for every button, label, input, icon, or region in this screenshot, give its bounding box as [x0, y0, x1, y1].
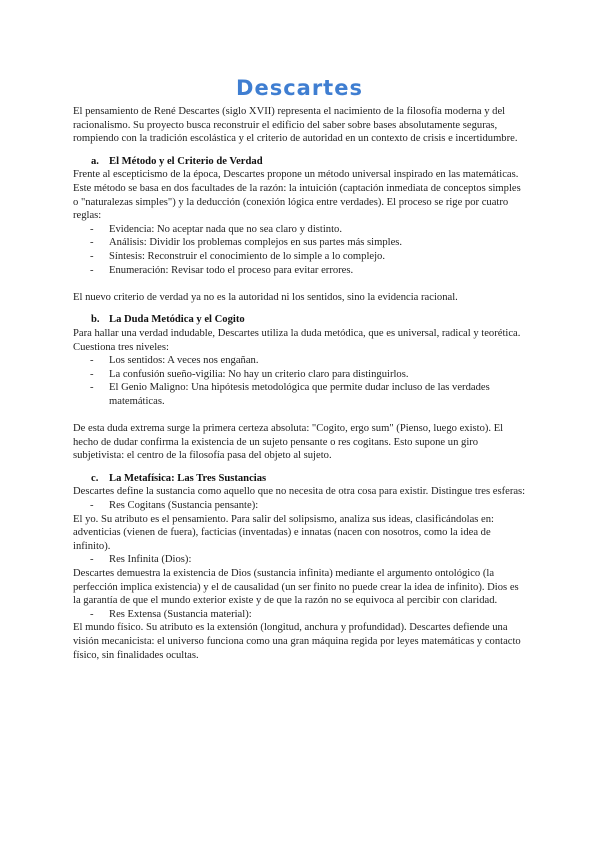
list-item: - Evidencia: No aceptar nada que no sea claro y distinto.	[90, 223, 526, 237]
section-a-closing: El nuevo criterio de verdad ya no es la autoridad ni los sentidos, sino la evidencia racional.	[73, 291, 458, 303]
section-b-closing: De esta duda extrema surge la primera certeza absoluta: "Cogito, ergo sum" (Pienso, luego existo). El hecho de dudar confirma la existencia de un sujeto pensante o res cogitans. Esto supone un giro subjetivista: el centro de la filosofía pasa del objeto al sujeto.	[73, 423, 504, 462]
list-item: - La confusión sueño-vigilia: No hay un criterio claro para distinguirlos.	[90, 368, 526, 382]
section-a-heading	[73, 155, 526, 169]
list-item: - El Genio Maligno: Una hipótesis metodológica que permite dudar incluso de las verdades matemáticas.	[90, 381, 526, 408]
section-b-heading	[73, 313, 526, 327]
section-c-marker: c.	[91, 472, 99, 484]
section-a-title: El Método y el Criterio de Verdad	[109, 155, 263, 167]
list-item: - Análisis: Dividir los problemas complejos en sus partes más simples.	[90, 236, 526, 250]
list-item: - Los sentidos: A veces nos engañan.	[90, 354, 526, 368]
section-b-paragraph: Para hallar una verdad indudable, Descartes utiliza la duda metódica, que es universal, radical y teorética. Cuestiona tres niveles:	[73, 327, 521, 353]
substance-text-cogitans: El yo. Su atributo es el pensamiento. Para salir del solipsismo, analiza sus ideas, clasificándolas en: adventicias (vienen de fuera), facticias (inventadas) e innatas (nacen con nosotros, como la idea de infinito).	[73, 513, 495, 552]
section-a-paragraph: Frente al escepticismo de la época, Descartes propone un método universal inspirado en las matemáticas. Este método se basa en dos facultades de la razón: la intuición (captación inmediata de conceptos simples o "naturalezas simples") y la deducción (conexión lógica entre verdades). El proceso se rige por cuatro reglas:	[73, 169, 521, 222]
method-rules-list	[73, 223, 526, 277]
section-c-paragraph: Descartes define la sustancia como aquello que no necesita de otra cosa para existir. Distingue tres esferas:	[73, 486, 526, 498]
document-title: Descartes	[236, 76, 363, 100]
section-c-title: La Metafísica: Las Tres Sustancias	[109, 472, 267, 484]
section-a-marker: a.	[91, 155, 99, 167]
section-c-heading	[73, 472, 526, 486]
substance-text-extensa: El mundo físico. Su atributo es la extensión (longitud, anchura y profundidad). Descartes defiende una visión mecanicista: el universo funciona como una gran máquina regida por leyes matemáticas y contacto físico, sin finalidades ocultas.	[73, 622, 521, 661]
substance-label-extensa: - Res Extensa (Sustancia material):	[73, 608, 526, 622]
list-item: - Síntesis: Reconstruir el conocimiento de lo simple a lo complejo.	[90, 250, 526, 264]
section-b-marker: b.	[91, 314, 100, 326]
section-b-title: La Duda Metódica y el Cogito	[109, 314, 245, 326]
intro-paragraph: El pensamiento de René Descartes (siglo XVII) representa el nacimiento de la filosofía moderna y del racionalismo. Su proyecto busca reconstruir el edificio del saber sobre bases absolutamente seguras, rompiendo con la tradición escolástica y el criterio de autoridad en un contexto de crisis e incertidumbre.	[73, 106, 518, 145]
substance-label-cogitans: - Res Cogitans (Sustancia pensante):	[73, 499, 526, 513]
doubt-levels-list	[73, 354, 526, 408]
substance-label-infinita: - Res Infinita (Dios):	[73, 553, 526, 567]
substance-text-infinita: Descartes demuestra la existencia de Dios (sustancia infinita) mediante el argumento ontológico (la perfección implica existencia) y el de causalidad (un ser finito no puede crear la idea de infinito). Dios es la garantía de que el mundo exterior existe y de que la razón no se equivoca al percibir con claridad.	[73, 568, 519, 607]
list-item: - Enumeración: Revisar todo el proceso para evitar errores.	[90, 264, 526, 278]
